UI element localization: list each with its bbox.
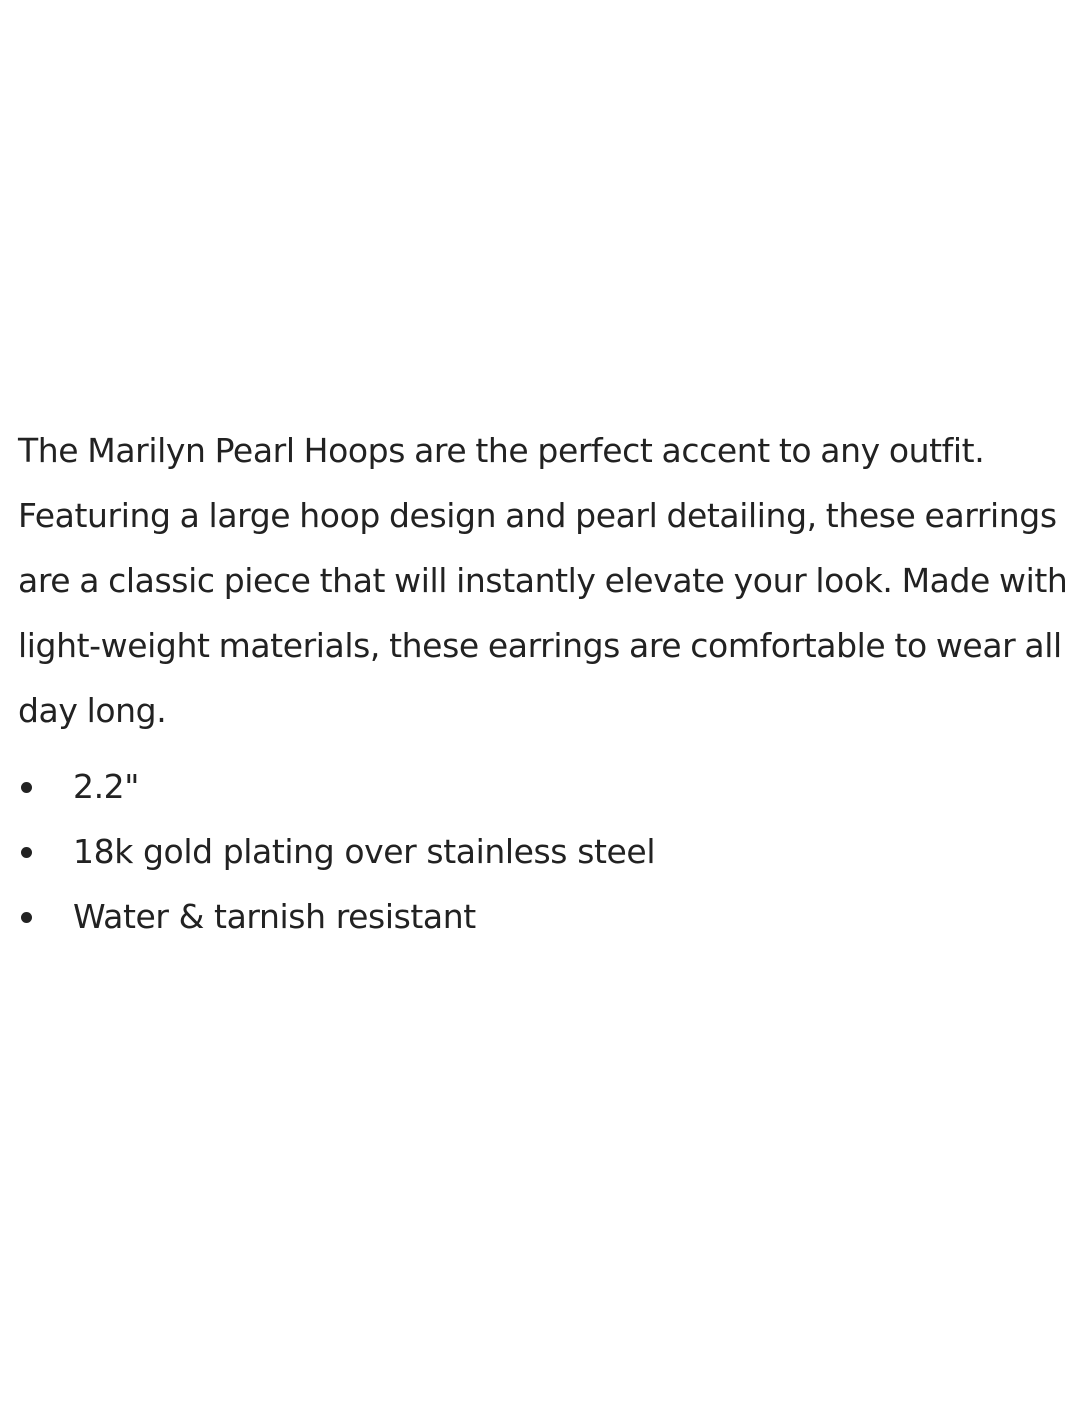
list-item: [18, 884, 1074, 949]
product-description: [18, 418, 1074, 949]
feature-text: 18k gold plating over stainless steel: [73, 832, 656, 871]
feature-text: Water & tarnish resistant: [73, 897, 476, 936]
bullet-icon: [21, 782, 32, 793]
bullet-icon: [21, 912, 32, 923]
list-item: [18, 754, 1074, 819]
description-paragraph: The Marilyn Pearl Hoops are the perfect accent to any outfit. Featuring a large hoop design and pearl detailing, these earrings are a classic piece that will instantly elevate your look. Made with light-weight materials, these earrings are comfortable to wear all day long.: [18, 431, 1068, 730]
bullet-icon: [21, 847, 32, 858]
feature-text: 2.2": [73, 767, 140, 806]
features-list: [18, 754, 1074, 949]
list-item: [18, 819, 1074, 884]
